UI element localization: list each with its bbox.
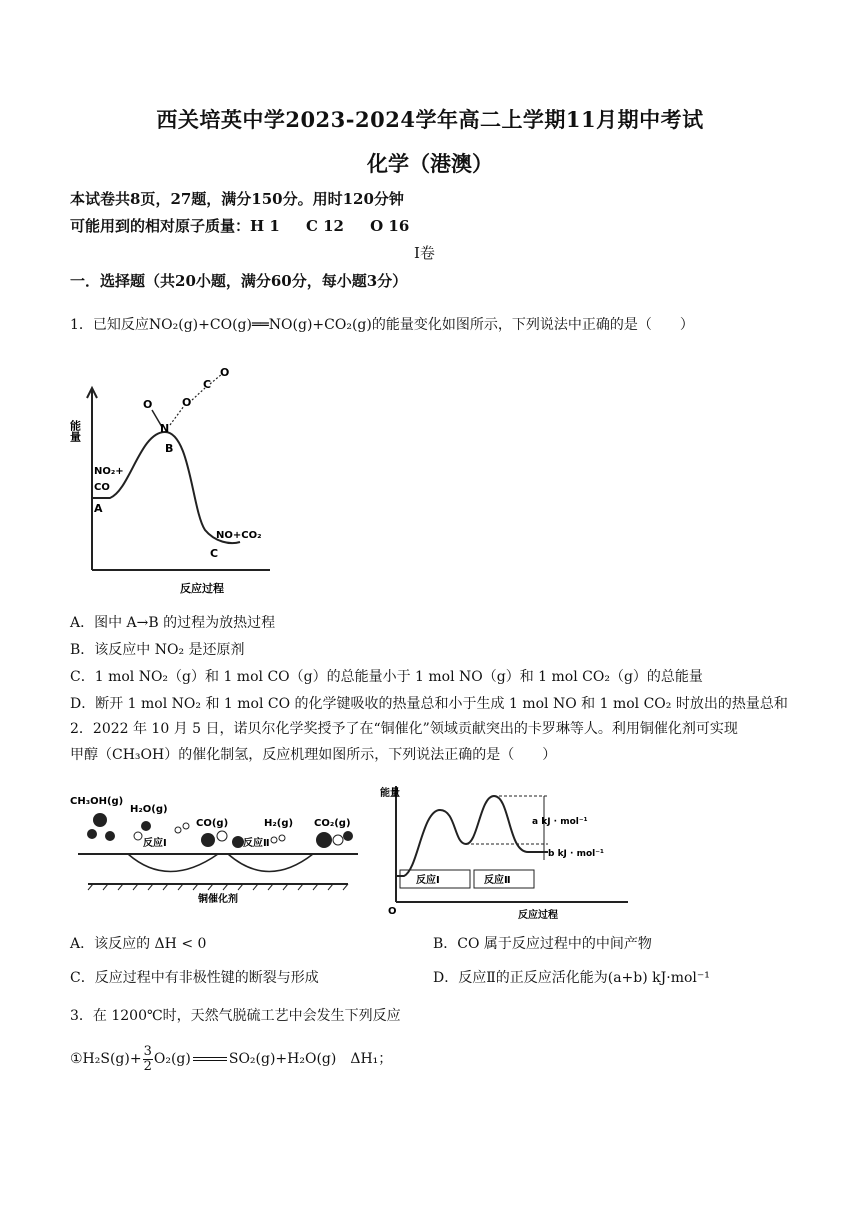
q2-energy-curve (396, 796, 548, 876)
q3-equation-1 (70, 1042, 790, 1076)
q1-option-c: C．1 mol NO₂（g）和 1 mol CO（g）的总能量小于 1 mol NO（g）和 1 mol CO₂（g）的总能量 (70, 669, 703, 685)
q2-option-c: C．反应过程中有非极性键的断裂与形成 (70, 970, 319, 986)
q1-point-c: C (210, 547, 219, 560)
q2-a-label: a kJ · mol⁻¹ (532, 817, 588, 827)
q1-products-label: NO+CO₂ (216, 530, 262, 541)
question-3-stem: 3．在 1200℃时，天然气脱硫工艺中会发生下列反应 (70, 1008, 401, 1024)
exam-title: 西关培英中学2023-2024学年高二上学期11月期中考试 (156, 107, 704, 132)
q2-h2-label: H₂(g) (264, 818, 294, 829)
q2-co2-label: CO₂(g) (314, 818, 351, 829)
exam-info-line-1: 本试卷共8页，27题，满分150分。用时120分钟 (70, 190, 404, 208)
q3-eq1-fraction (143, 1045, 153, 1074)
exam-subtitle: 化学（港澳） (367, 151, 493, 176)
q2-reaction-1-label: 反应Ⅰ (143, 838, 167, 849)
q3-eq1-mid: O₂(g) (153, 1051, 191, 1067)
q1-reaction: NO₂(g)+CO(g)══NO(g)+CO₂(g) (148, 317, 372, 333)
q3-eq1-numerator: 3 (143, 1043, 152, 1059)
q2-arrow-1 (128, 854, 218, 872)
q2-xlabel: 反应过程 (518, 910, 558, 921)
question-2-line-1: 2．2022 年 10 月 5 日，诺贝尔化学奖授予了在“铜催化”领域贡献突出的卡罗琳等人。利用铜催化剂可实现 (70, 721, 738, 737)
q2-mechanism-diagram (68, 784, 368, 904)
q1-atom-n: N (160, 422, 170, 435)
q2-ylabel: 能量 (380, 788, 400, 799)
q1-atom-c: C (203, 378, 212, 391)
section-heading: 一．选择题（共20小题，满分60分，每小题3分） (70, 272, 408, 290)
q1-option-a: A．图中 A→B 的过程为放热过程 (70, 615, 276, 631)
q1-suffix: 的能量变化如图所示，下列说法中正确的是（ ） (371, 317, 694, 333)
q2-h2o-label: H₂O(g) (130, 804, 168, 815)
q1-reactants-label-2: CO (94, 482, 110, 493)
q1-xlabel: 反应过程 (180, 582, 224, 595)
q2-origin: O (388, 906, 397, 917)
q1-atom-o1: O (143, 398, 153, 411)
q2-reaction-2-label: 反应Ⅱ (243, 838, 270, 849)
q1-option-d: D．断开 1 mol NO₂ 和 1 mol CO 的化学键吸收的热量总和小于生成 1 mol NO 和 1 mol CO₂ 时放出的热量总和 (70, 696, 788, 712)
q3-eq1-prefix: ①H₂S(g)+ (70, 1051, 142, 1067)
q3-eq1-denominator: 2 (143, 1058, 152, 1074)
q2-option-d: D．反应Ⅱ的正反应活化能为(a+b) kJ·mol⁻¹ (433, 970, 710, 986)
exam-info-line-2: 可能用到的相对原子质量：H 1 C 12 O 16 (70, 217, 410, 235)
q2-b-label: b kJ · mol⁻¹ (548, 849, 604, 859)
q3-eq1-equals (193, 1057, 227, 1061)
q2-ch3oh-label: CH₃OH(g) (70, 796, 124, 807)
q2-r2-label: 反应Ⅱ (484, 875, 511, 886)
q1-reactants-label: NO₂+ (94, 466, 124, 477)
q1-energy-diagram (68, 360, 280, 600)
q2-arrow-2 (228, 854, 313, 872)
q2-r1-label: 反应Ⅰ (416, 875, 440, 886)
q1-option-b: B．该反应中 NO₂ 是还原剂 (70, 642, 245, 658)
q1-prefix: 1．已知反应 (70, 317, 149, 333)
question-1-stem (70, 313, 790, 337)
q2-option-a: A．该反应的 ΔH < 0 (70, 936, 207, 952)
question-2-line-2: 甲醇（CH₃OH）的催化制氢，反应机理如图所示，下列说法正确的是（ ） (70, 747, 557, 763)
q1-atom-o3: O (220, 366, 230, 379)
q1-ylabel: 能量 (68, 420, 82, 442)
q2-option-b: B．CO 属于反应过程中的中间产物 (433, 936, 652, 952)
volume-label: Ⅰ卷 (414, 244, 435, 262)
q3-eq1-suffix: SO₂(g)+H₂O(g) ΔH₁； (228, 1051, 393, 1067)
q2-co-label: CO(g) (196, 818, 229, 829)
q2-energy-diagram (378, 780, 638, 920)
q2-catalyst-label: 铜催化剂 (198, 894, 238, 905)
q1-point-a: A (94, 502, 103, 515)
q1-point-b: B (165, 442, 174, 455)
q1-atom-o2: O (182, 396, 192, 409)
